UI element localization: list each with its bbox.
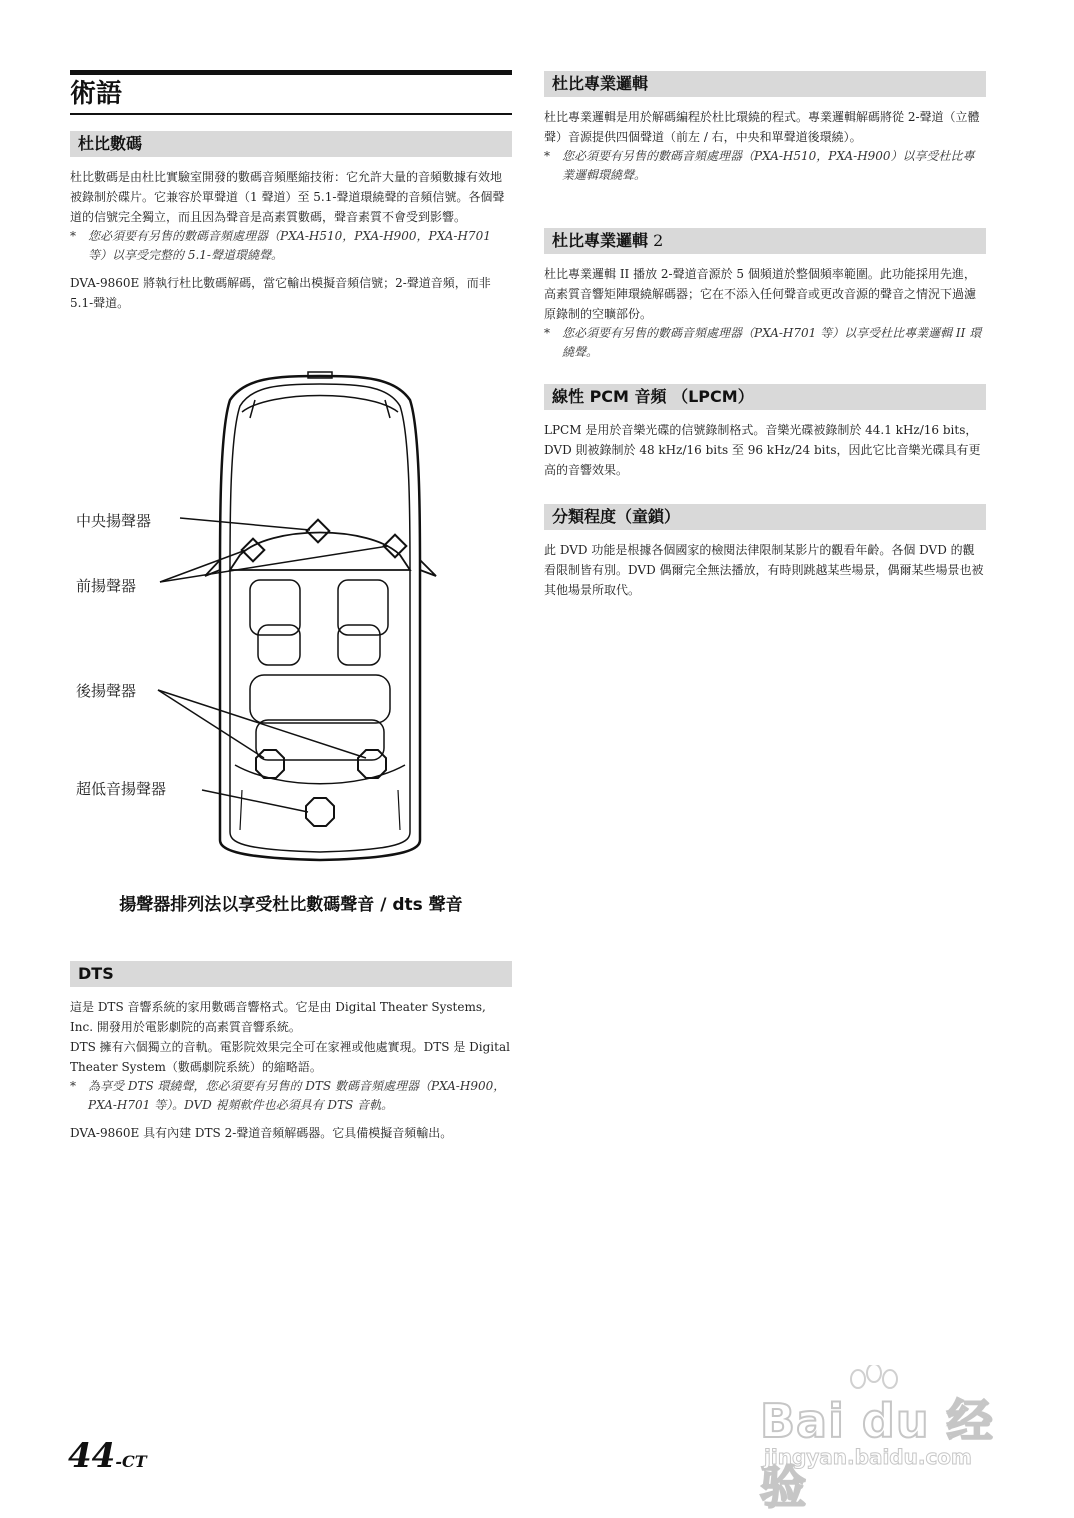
pro-logic-2-body: 杜比專業邏輯 II 播放 2-聲道音源於 5 個頻道於整個頻率範圍。此功能採用先進，高素質音響矩陣環繞解碼器；它在不添入任何聲音或更改音源的聲音之情況下過濾原錄制的空曠部份。 (544, 267, 977, 321)
section-heading-parental-rating: 分類程度（童鎖） (544, 504, 986, 530)
page-number (68, 1436, 147, 1476)
pro-logic-2-heading-text: 杜比專業邏輯 (552, 231, 649, 250)
section-dts (70, 961, 512, 1143)
section-heading-dts: DTS (70, 961, 512, 987)
section-pro-logic (544, 71, 986, 185)
pro-logic-note (544, 147, 986, 185)
pro-logic-2-note-text: 您必須要有另售的數碼音頻處理器（PXA-H701 等）以享受杜比專業邏輯 II 環繞聲。 (562, 326, 982, 359)
dolby-digital-body2: DVA-9860E 將執行杜比數碼解碼，當它輸出模擬音頻信號；2-聲道音頻，而非 5.1-聲道。 (70, 276, 491, 310)
note-marker: * (544, 149, 550, 163)
parental-rating-body: 此 DVD 功能是根據各個國家的檢閱法律限制某影片的觀看年齡。各個 DVD 的觀看限制皆有別。DVD 偶爾完全無法播放，有時則跳越某些場景，偶爾某些場景也被其他場景所取代。 (544, 543, 984, 597)
dolby-digital-note (70, 227, 512, 265)
dolby-digital-body: 杜比數碼是由杜比實驗室開發的數碼音頻壓縮技術：它允許大量的音頻數據有效地被錄制於碟片。它兼容於單聲道（1 聲道）至 5.1-聲道環繞聲的音頻信號。各個聲道的信號完全獨立，而且因為聲音是高素質數碼，聲音素質不會受到影響。 (70, 170, 505, 224)
label-center-speaker: 中央揚聲器 (76, 512, 152, 530)
note-marker: * (70, 229, 76, 243)
pro-logic-body: 杜比專業邏輯是用於解碼編程於杜比環繞的程式。專業邏輯解碼將從 2-聲道（立體聲）音源提供四個聲道（前左 / 右，中央和單聲道後環繞）。 (544, 110, 980, 144)
page-title: 術語 (70, 70, 512, 115)
dts-body2: DVA-9860E 具有內建 DTS 2-聲道音頻解碼器。它具備模擬音頻輸出。 (70, 1126, 453, 1140)
label-subwoofer: 超低音揚聲器 (76, 780, 167, 798)
section-dolby-digital (70, 131, 512, 313)
section-heading-pro-logic: 杜比專業邏輯 (544, 71, 986, 97)
pro-logic-2-note (544, 324, 986, 362)
pro-logic-2-heading-suffix: 2 (648, 231, 664, 250)
section-heading-pro-logic-2 (544, 228, 986, 254)
dts-note-text: 為享受 DTS 環繞聲，您必須要有另售的 DTS 數碼音頻處理器（PXA-H900，PXA-H701 等）。DVD 視頻軟件也必須具有 DTS 音軌。 (88, 1079, 506, 1112)
baidu-jingyan-watermark (760, 1365, 1010, 1514)
note-marker: * (544, 326, 550, 340)
label-rear-speaker: 後揚聲器 (76, 682, 137, 700)
note-marker: * (70, 1079, 76, 1093)
watermark-main-text: Bai du 经验 (760, 1394, 994, 1514)
section-lpcm (544, 384, 986, 480)
dolby-digital-note-text: 您必須要有另售的數碼音頻處理器（PXA-H510，PXA-H900，PXA-H701 等）以享受完整的 5.1-聲道環繞聲。 (88, 229, 491, 262)
speaker-layout-diagram (70, 370, 512, 870)
lpcm-body: LPCM 是用於音樂光碟的信號錄制格式。音樂光碟被錄制於 44.1 kHz/16 bits，DVD 則被錄制於 48 kHz/16 bits 至 96 kHz/24 bits，因此它比音樂光碟具有更高的音響效果。 (544, 423, 981, 477)
page-number-value: 44 (68, 1436, 116, 1476)
section-parental-rating (544, 504, 986, 600)
dts-body: 這是 DTS 音響系統的家用數碼音響格式。它是由 Digital Theater Systems, Inc. 開發用於電影劇院的高素質音響系統。 (70, 1000, 486, 1034)
watermark-sub-text: jingyan.baidu.com (764, 1445, 972, 1469)
section-pro-logic-2 (544, 228, 986, 362)
diagram-caption: 揚聲器排列法以享受杜比數碼聲音 / dts 聲音 (119, 895, 463, 915)
section-heading-lpcm: 線性 PCM 音頻 （LPCM） (544, 384, 986, 410)
label-front-speaker: 前揚聲器 (76, 577, 137, 595)
page-number-suffix: -CT (115, 1452, 147, 1471)
dts-note (70, 1077, 512, 1115)
pro-logic-note-text: 您必須要有另售的數碼音頻處理器（PXA-H510，PXA-H900）以享受杜比專業邏輯環繞聲。 (562, 149, 975, 182)
section-heading-dolby-digital: 杜比數碼 (70, 131, 512, 157)
dts-body-b: DTS 擁有六個獨立的音軌。電影院效果完全可在家裡或他處實現。DTS 是 Digital Theater System（數碼劇院系統）的縮略語。 (70, 1040, 510, 1074)
